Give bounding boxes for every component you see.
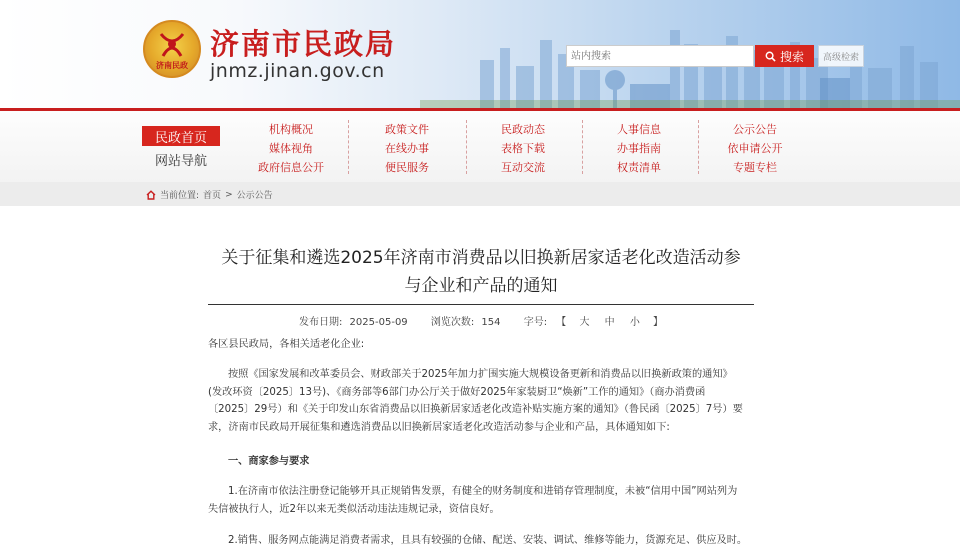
nav-item[interactable]: 依申请公开 [727,142,783,155]
breadcrumb-bar [0,182,960,206]
nav-item[interactable]: 办事指南 [617,142,661,155]
search-button[interactable] [755,45,814,67]
nav-column-5 [700,120,810,176]
home-icon [146,190,156,200]
nav-home-button[interactable]: 民政首页 [142,126,220,146]
nav-item[interactable]: 在线办事 [385,142,429,155]
nav-column-3 [468,120,578,176]
section-heading: 一、商家参与要求 [228,456,310,467]
search-icon [765,51,776,62]
breadcrumb [146,188,273,201]
paragraph-line: 求，济南市民政局开展征集和遴选消费品以旧换新居家适老化改造活动参与企业和产品，具体通知如下: [208,421,670,433]
article-meta [208,313,754,328]
nav-item[interactable]: 机构概况 [269,123,313,136]
nav-divider [698,120,699,174]
paragraph-line: (发改环资〔2025〕13号)、《商务部等6部门办公厅关于做好2025年家装厨卫“焕新”工作的通知》（商办消费函 [208,386,706,398]
nav-item[interactable]: 媒体视角 [269,142,313,155]
font-size-medium[interactable]: 中 [604,317,615,328]
site-logo[interactable] [143,20,201,78]
breadcrumb-current[interactable]: 公示公告 [236,191,273,201]
breadcrumb-home-link[interactable]: 首页 [203,191,222,201]
font-size-small[interactable]: 小 [629,317,640,328]
bracket-open: 【 [556,317,567,328]
nav-divider [582,120,583,174]
paragraph-line: 按照《国家发展和改革委员会、财政部关于2025年加力扩围实施大规模设备更新和消费品以旧换新政策的通知》 [228,369,733,380]
nav-divider [466,120,467,174]
nav-item[interactable]: 权责清单 [617,161,661,174]
nav-item[interactable]: 政策文件 [385,123,429,136]
nav-divider [348,120,349,174]
publish-date-label: 发布日期: [298,317,343,328]
nav-item[interactable]: 政府信息公开 [258,161,324,174]
nav-item[interactable]: 互动交流 [501,161,545,174]
search-button-label: 搜索 [779,49,804,64]
publish-date-group [299,317,408,328]
nav-item[interactable]: 专题专栏 [733,161,777,174]
paragraph-line: 1.在济南市依法注册登记能够开具正规销售发票，有健全的财务制度和进销存管理制度，未被“信用中国”网站列为 [228,486,738,497]
logo-seal-text: 济南民政 [156,61,188,70]
nav-column-2 [352,120,462,176]
nav-item[interactable]: 表格下载 [501,142,545,155]
bracket-close: 】 [653,317,664,328]
views-label: 浏览次数: [430,317,475,328]
breadcrumb-prefix: 当前位置: [160,191,200,201]
nav-item[interactable]: 人事信息 [617,123,661,136]
nav-item[interactable]: 公示公告 [733,123,777,136]
nav-column-4 [584,120,694,176]
advanced-search-button[interactable]: 高级检索 [818,45,864,67]
requirement-item-1 [208,483,756,518]
search-input[interactable] [566,45,754,67]
salutation: 各区县民政局，各相关适老化企业: [208,339,365,350]
breadcrumb-separator: > [225,189,233,200]
nav-column-1 [236,120,346,176]
site-title[interactable]: 济南市民政局 [210,27,397,61]
publish-date: 2025-05-09 [349,317,408,328]
font-size-label: 字号: [523,317,548,328]
title-divider [208,304,754,305]
nav-site-guide[interactable]: 网站导航 [154,153,207,169]
intro-paragraph [208,366,756,436]
article-title-line: 关于征集和遴选2025年济南市消费品以旧换新居家适老化改造活动参 [221,248,741,268]
paragraph-line: 2.销售、服务网点能满足消费者需求，且具有较强的仓储、配送、安装、调试、维修等能力，货源充足、供应及时。 [228,535,748,546]
paragraph-line: 〔2025〕29号）和《关于印发山东省消费品以旧换新居家适老化改造补贴实施方案的通知》（鲁民函〔2025〕7号）要 [208,404,743,415]
site-header [0,0,960,108]
paragraph-line: 失信被执行人，近2年以来无类似活动违法违规记录，资信良好。 [208,503,500,515]
views-count: 154 [481,317,501,328]
article-title-line: 与企业和产品的通知 [404,276,558,296]
font-size-large[interactable]: 大 [579,317,590,328]
nav-item[interactable]: 民政动态 [501,123,545,136]
font-size-group [524,317,663,328]
nav-item[interactable]: 便民服务 [385,161,429,174]
ribbon-emblem-icon [155,30,189,60]
requirement-item-2 [208,532,756,550]
article-title [208,244,754,300]
site-domain: jnmz.jinan.gov.cn [210,60,385,82]
views-group [431,317,501,328]
